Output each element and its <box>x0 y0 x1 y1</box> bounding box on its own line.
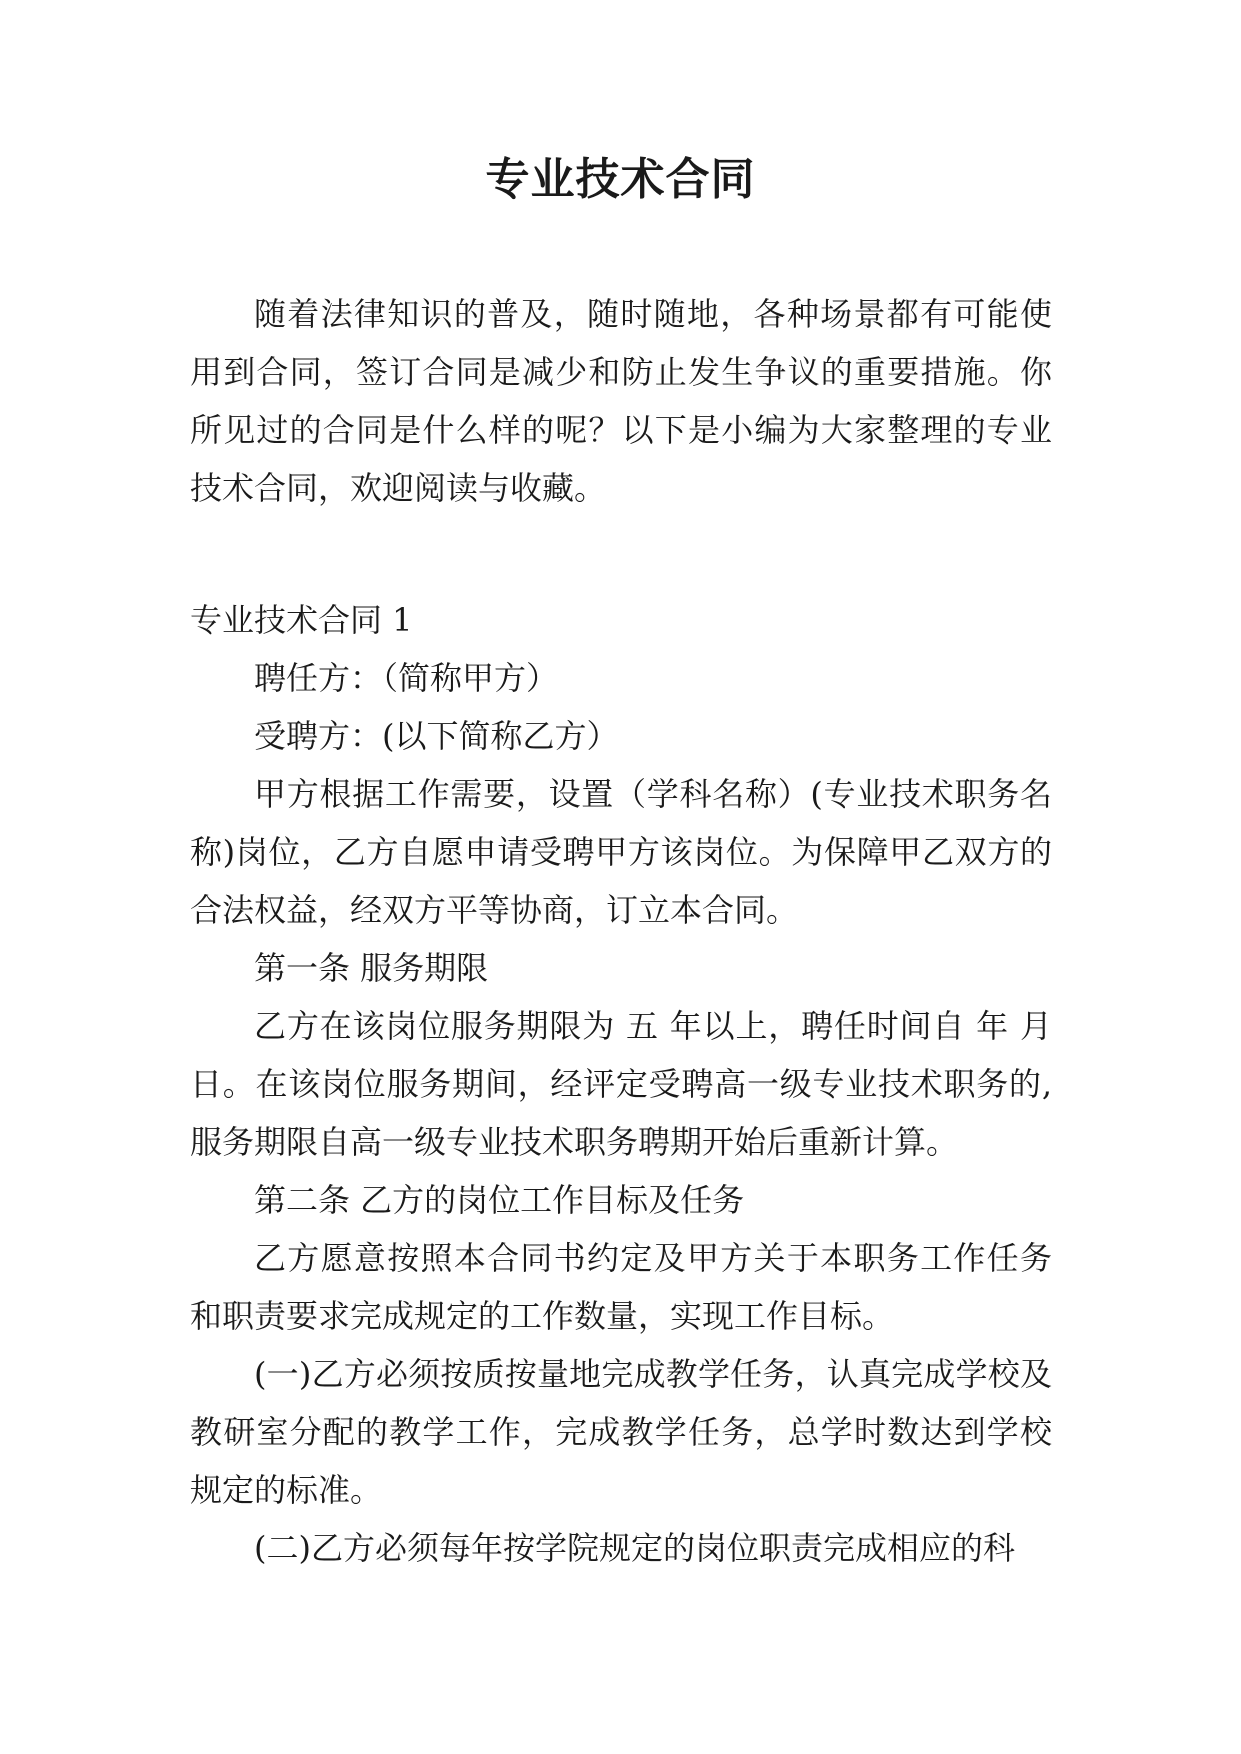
spacer <box>190 517 1052 591</box>
intro-paragraph: 随着法律知识的普及，随时随地，各种场景都有可能使用到合同，签订合同是减少和防止发生争议的重要措施。你所见过的合同是什么样的呢？以下是小编为大家整理的专业技术合同，欢迎阅读与收藏。 <box>190 295 1052 507</box>
document-body <box>190 285 1052 1577</box>
item-1-paragraph: (一)乙方必须按质按量地完成教学任务，认真完成学校及教研室分配的教学工作，完成教学任务，总学时数达到学校规定的标准。 <box>190 1355 1052 1509</box>
item-2-paragraph: (二)乙方必须每年按学院规定的岗位职责完成相应的科 <box>254 1529 1015 1567</box>
party-b-line: 受聘方：(以下简称乙方） <box>254 717 619 755</box>
document-title: 专业技术合同 <box>485 154 756 205</box>
article-1-paragraph: 乙方在该岗位服务期限为 五 年以上，聘任时间自 年 月 日。在该岗位服务期间，经评定受聘高一级专业技术职务的,服务期限自高一级专业技术职务聘期开始后重新计算。 <box>190 1007 1052 1161</box>
article-2-title: 第二条 乙方的岗位工作目标及任务 <box>254 1181 745 1219</box>
article-1-title: 第一条 服务期限 <box>254 949 489 987</box>
section-title: 专业技术合同 1 <box>190 601 413 639</box>
article-2-paragraph: 乙方愿意按照本合同书约定及甲方关于本职务工作任务和职责要求完成规定的工作数量，实现工作目标。 <box>190 1239 1052 1335</box>
party-a-line: 聘任方：（简称甲方） <box>254 659 559 697</box>
preamble-paragraph: 甲方根据工作需要，设置（学科名称）(专业技术职务名称)岗位，乙方自愿申请受聘甲方该岗位。为保障甲乙双方的合法权益，经双方平等协商，订立本合同。 <box>190 775 1052 929</box>
